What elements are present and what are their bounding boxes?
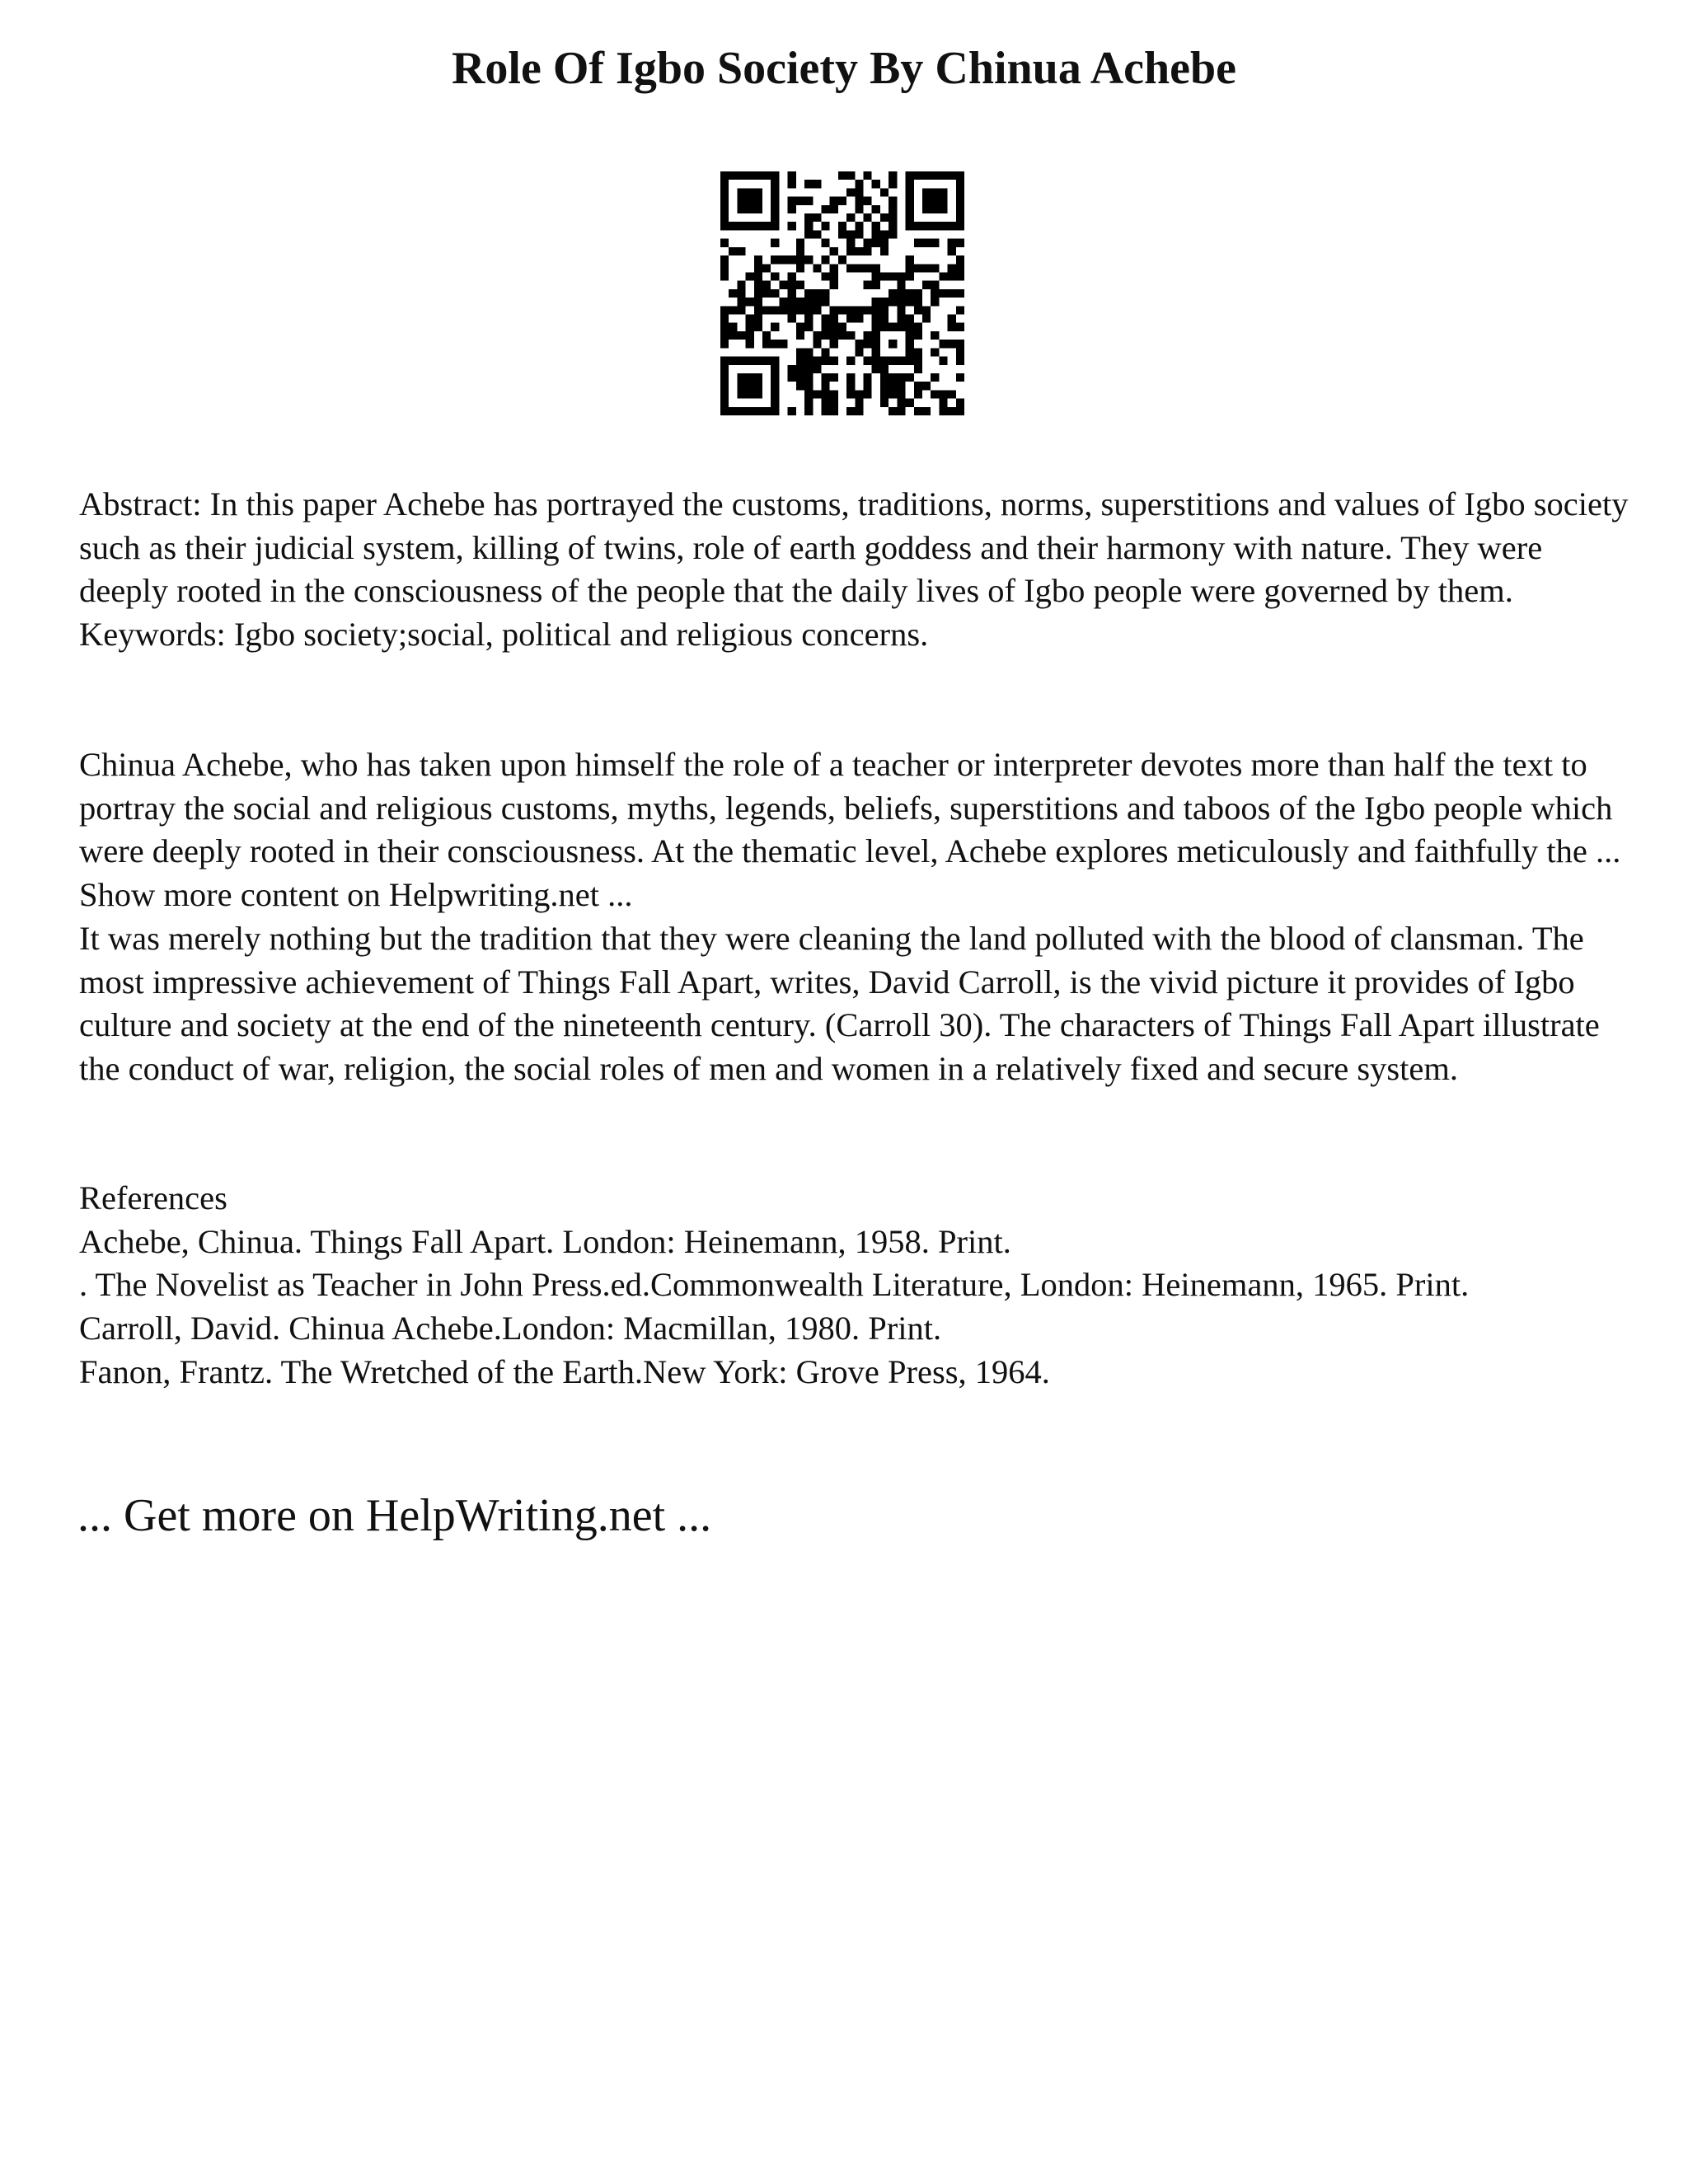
document-title: Role Of Igbo Society By Chinua Achebe — [451, 43, 1237, 94]
reference-item: Fanon, Frantz. The Wretched of the Earth.New York: Grove Press, 1964. — [79, 1352, 1050, 1390]
essay-body — [79, 743, 1629, 1091]
qr-code-icon — [720, 171, 964, 415]
get-more-link[interactable]: ... Get more on HelpWriting.net ... — [77, 1490, 712, 1541]
essay-paragraph: It was merely nothing but the tradition that they were cleaning the land polluted with the blood of clansman. The most impressive achievement of Things Fall Apart, writes, David Carroll, is the vivid picture it provides of Igbo culture and society at the end of the nineteenth century. (Carroll 30). The characters of Things Fall Apart illustrate the conduct of war, religion, the social roles of men and women in a relatively fixed and secure system. — [79, 919, 1600, 1087]
abstract-text: Abstract: In this paper Achebe has portrayed the customs, traditions, norms, superstitions and values of Igbo society such as their judicial system, killing of twins, role of earth goddess and their harmony with nature. They were deeply rooted in the consciousness of the people that the daily lives of Igbo people were governed by them. — [79, 485, 1629, 610]
abstract-section — [79, 483, 1629, 657]
reference-item: Achebe, Chinua. Things Fall Apart. London: Heinemann, 1958. Print. — [79, 1222, 1011, 1260]
qr-code-graphic — [720, 171, 964, 415]
reference-item: . The Novelist as Teacher in John Press.ed.Commonwealth Literature, London: Heinemann, 1965. Print. — [79, 1266, 1470, 1304]
references-heading: References — [79, 1179, 227, 1216]
essay-paragraph: Chinua Achebe, who has taken upon himself the role of a teacher or interpreter devotes more than half the text to portray the social and religious customs, myths, legends, beliefs, superstitions and taboos of the Igbo people which were deeply rooted in their consciousness. At the thematic level, Achebe explores meticulously and faithfully the ... Show more content on Helpwriting.net ... — [79, 746, 1621, 914]
reference-item: Carroll, David. Chinua Achebe.London: Macmillan, 1980. Print. — [79, 1310, 942, 1347]
keywords-text: Keywords: Igbo society;social, political and religious concerns. — [79, 616, 929, 654]
references-section — [79, 1177, 1629, 1394]
